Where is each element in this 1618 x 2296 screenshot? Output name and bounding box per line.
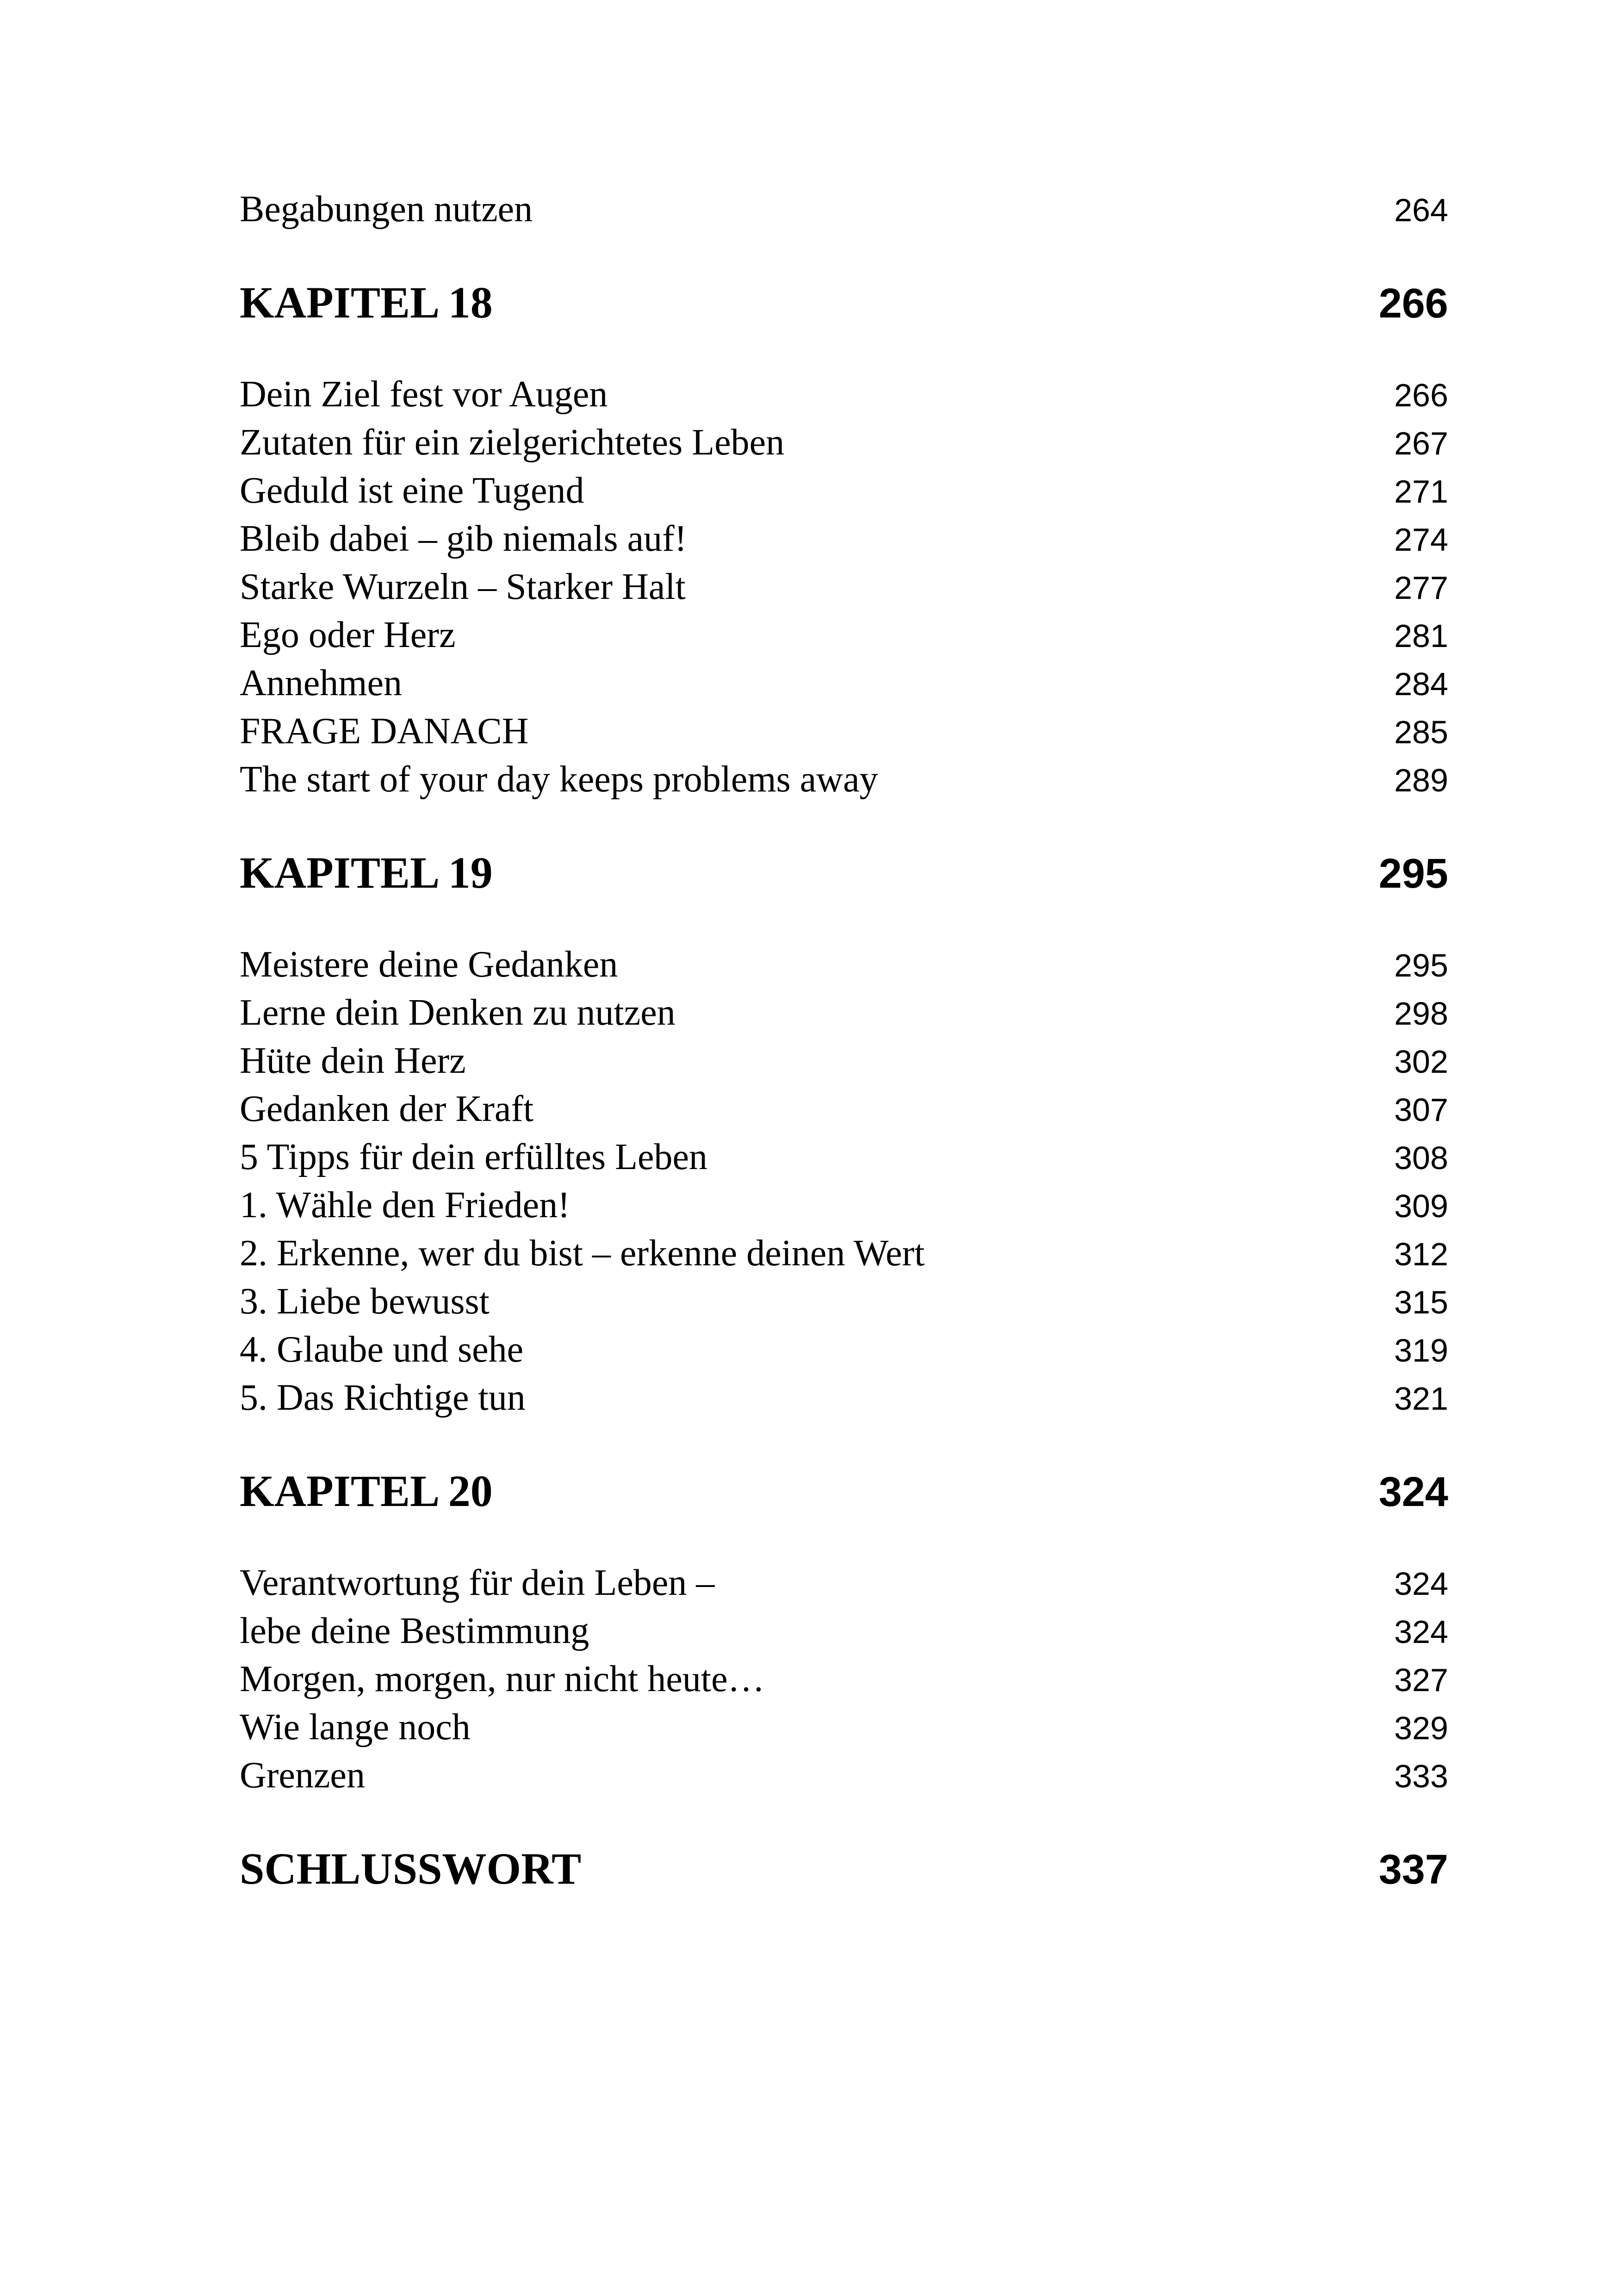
- toc-entry-title: Starke Wurzeln – Starker Halt: [240, 566, 686, 607]
- toc-entry-title: Geduld ist eine Tugend: [240, 470, 584, 511]
- toc-entry-page-number: 309: [1394, 1188, 1448, 1224]
- toc-entry-title: Meistere deine Gedanken: [240, 944, 618, 985]
- toc-entry-page-number: 274: [1394, 522, 1448, 558]
- chapter-title: KAPITEL 18: [240, 278, 493, 327]
- toc-entry-title: Begabungen nutzen: [240, 189, 533, 230]
- toc-entry: [240, 1277, 1448, 1325]
- toc-entry-page-number: 271: [1394, 473, 1448, 510]
- toc-entry-page-number: 307: [1394, 1092, 1448, 1128]
- chapter-page-number: 266: [1378, 280, 1448, 327]
- toc-entry-page-number: 333: [1394, 1758, 1448, 1794]
- toc-entry-title: Lerne dein Denken zu nutzen: [240, 992, 676, 1033]
- toc-entry-title: 4. Glaube und sehe: [240, 1329, 524, 1370]
- toc-entry-title: Grenzen: [240, 1755, 365, 1796]
- toc-entry: [240, 1085, 1448, 1133]
- chapter-title: KAPITEL 19: [240, 848, 493, 897]
- toc-entry: [240, 1374, 1448, 1422]
- toc-entry-title: Bleib dabei – gib niemals auf!: [240, 518, 687, 559]
- toc-entry: [240, 1655, 1448, 1703]
- chapter-page-number: 337: [1378, 1847, 1448, 1893]
- toc-entry: [240, 1325, 1448, 1374]
- toc-entry-title: 5 Tipps für dein erfülltes Leben: [240, 1137, 707, 1177]
- toc-entry-title: lebe deine Bestimmung: [240, 1611, 589, 1651]
- chapter-title: SCHLUSSWORT: [240, 1844, 582, 1893]
- toc-entry-title: Wie lange noch: [240, 1707, 471, 1748]
- toc-entry-page-number: 321: [1394, 1381, 1448, 1417]
- toc-entry: [240, 418, 1448, 467]
- toc-entry-title: FRAGE DANACH: [240, 711, 529, 752]
- chapter-heading: [240, 843, 1448, 902]
- toc-entry-title: Hüte dein Herz: [240, 1040, 466, 1081]
- chapter-heading: [240, 1462, 1448, 1521]
- toc-entry: [240, 185, 1448, 233]
- toc-entry: [240, 1133, 1448, 1181]
- toc-entry-page-number: 315: [1394, 1284, 1448, 1320]
- toc-entry: [240, 755, 1448, 803]
- toc-entry: [240, 1559, 1448, 1607]
- chapter-heading: [240, 273, 1448, 332]
- toc-entry-page-number: 312: [1394, 1236, 1448, 1272]
- toc-entry-page-number: 285: [1394, 714, 1448, 750]
- toc-entry-title: 1. Wähle den Frieden!: [240, 1185, 570, 1226]
- toc-entry: [240, 940, 1448, 989]
- toc-entry-page-number: 267: [1394, 425, 1448, 461]
- toc-entry-page-number: 277: [1394, 570, 1448, 606]
- toc-entry-page-number: 264: [1394, 192, 1448, 228]
- table-of-contents: [240, 185, 1448, 1936]
- toc-entry-title: Gedanken der Kraft: [240, 1089, 534, 1129]
- toc-entry-title: 3. Liebe bewusst: [240, 1281, 490, 1322]
- chapter-title: KAPITEL 20: [240, 1466, 493, 1516]
- toc-entry: [240, 659, 1448, 707]
- toc-entry-title: Zutaten für ein zielgerichtetes Leben: [240, 422, 785, 463]
- toc-entry-title: The start of your day keeps problems away: [240, 759, 878, 800]
- toc-entry: [240, 515, 1448, 563]
- chapter-heading: [240, 1839, 1448, 1898]
- toc-entry-page-number: 329: [1394, 1710, 1448, 1746]
- toc-entry-page-number: 324: [1394, 1614, 1448, 1650]
- chapter-page-number: 324: [1378, 1469, 1448, 1515]
- toc-entry-page-number: 266: [1394, 377, 1448, 413]
- toc-entry: [240, 1607, 1448, 1655]
- toc-entry: [240, 467, 1448, 515]
- toc-entry-page-number: 284: [1394, 666, 1448, 702]
- toc-entry-page-number: 327: [1394, 1662, 1448, 1698]
- toc-entry-page-number: 289: [1394, 762, 1448, 798]
- toc-entry-page-number: 302: [1394, 1044, 1448, 1080]
- toc-entry-title: 2. Erkenne, wer du bist – erkenne deinen Wert: [240, 1233, 925, 1274]
- toc-entry-page-number: 281: [1394, 618, 1448, 654]
- toc-entry: [240, 1181, 1448, 1229]
- toc-entry-title: Morgen, morgen, nur nicht heute…: [240, 1659, 765, 1699]
- toc-entry-title: 5. Das Richtige tun: [240, 1377, 526, 1418]
- toc-entry-title: Verantwortung für dein Leben –: [240, 1562, 715, 1603]
- toc-entry: [240, 707, 1448, 755]
- toc-entry-title: Annehmen: [240, 663, 403, 703]
- toc-entry: [240, 989, 1448, 1037]
- toc-entry: [240, 370, 1448, 418]
- toc-entry: [240, 563, 1448, 611]
- toc-entry: [240, 1229, 1448, 1277]
- toc-entry-title: Dein Ziel fest vor Augen: [240, 374, 608, 415]
- toc-entry-page-number: 319: [1394, 1332, 1448, 1369]
- toc-entry-page-number: 298: [1394, 996, 1448, 1032]
- toc-entry: [240, 1703, 1448, 1751]
- toc-entry-page-number: 295: [1394, 947, 1448, 983]
- toc-entry-title: Ego oder Herz: [240, 615, 456, 655]
- toc-entry: [240, 1751, 1448, 1799]
- toc-entry: [240, 1037, 1448, 1085]
- toc-entry: [240, 611, 1448, 659]
- toc-entry-page-number: 308: [1394, 1140, 1448, 1176]
- chapter-page-number: 295: [1378, 851, 1448, 897]
- toc-entry-page-number: 324: [1394, 1566, 1448, 1602]
